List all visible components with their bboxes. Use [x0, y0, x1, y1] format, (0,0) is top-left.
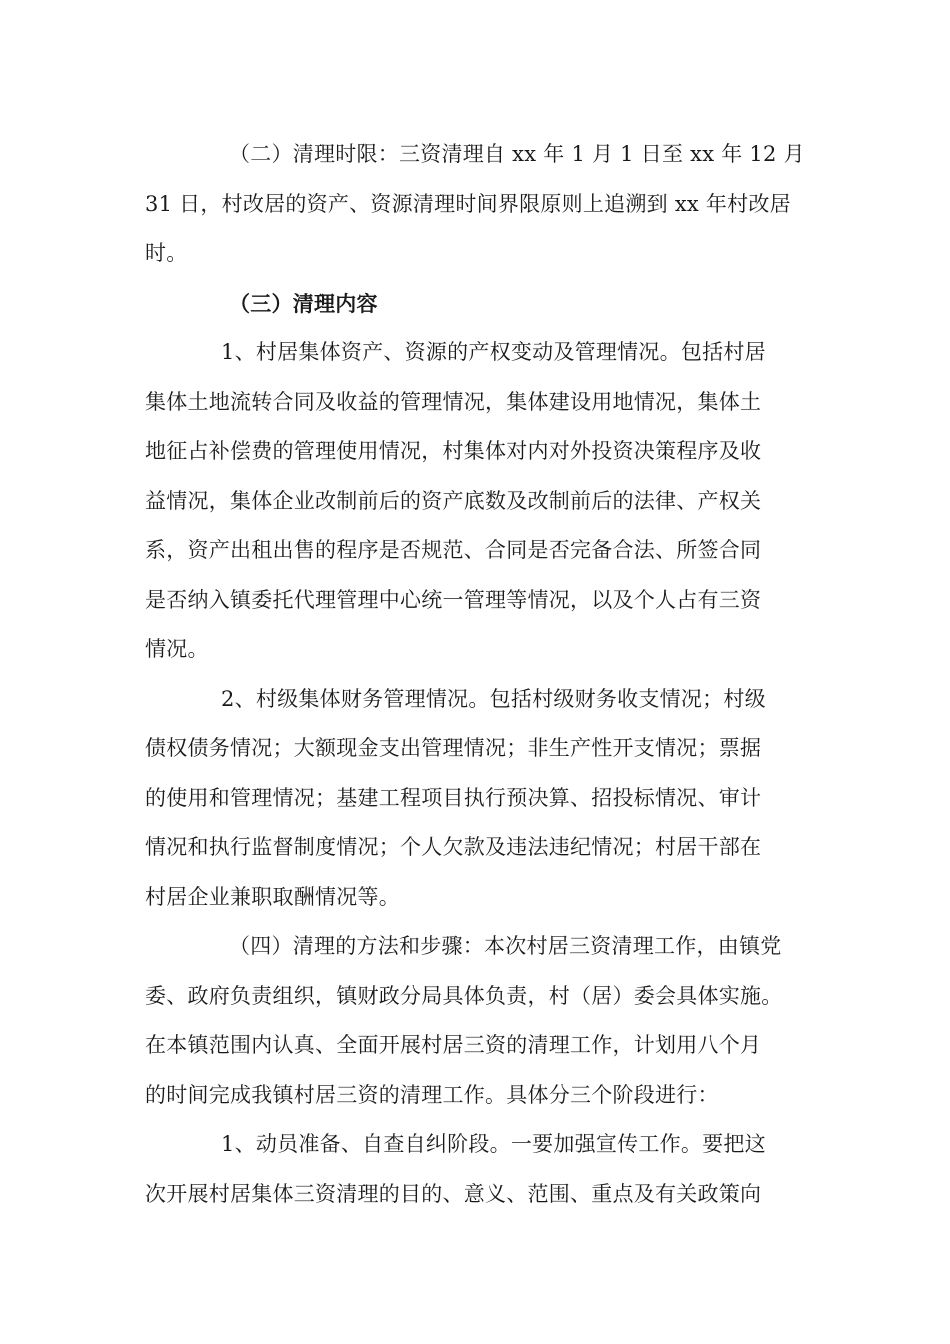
paragraph-item1-line-4: 益情况，集体企业改制前后的资产底数及改制前后的法律、产权关: [145, 488, 762, 513]
paragraph-methods-line-3: 在本镇范围内认真、全面开展村居三资的清理工作，计划用八个月: [145, 1033, 762, 1057]
paragraph-stage1-line-2: 次开展村居集体三资清理的目的、意义、范围、重点及有关政策向: [145, 1181, 762, 1206]
paragraph-item2-line-4: 情况和执行监督制度情况；个人欠款及违法违纪情况；村居干部在: [145, 835, 762, 859]
paragraph-methods-line-4: 的时间完成我镇村居三资的清理工作。具体分三个阶段进行：: [145, 1082, 719, 1107]
paragraph-stage1-line-1: 1、动员准备、自查自纠阶段。一要加强宣传工作。要把这: [221, 1132, 766, 1156]
paragraph-item1-line-7: 情况。: [145, 637, 209, 661]
paragraph-item1-line-5: 系，资产出租出售的程序是否规范、合同是否完备合法、所签合同: [145, 538, 762, 562]
paragraph-clearing-deadline-line-1: （二）清理时限：三资清理自 xx 年 1 月 1 日至 xx 年 12 月: [229, 142, 805, 166]
paragraph-item1-line-6: 是否纳入镇委托代理管理中心统一管理等情况，以及个人占有三资: [145, 587, 762, 612]
paragraph-methods-line-1: （四）清理的方法和步骤：本次村居三资清理工作，由镇党: [229, 934, 782, 958]
section-heading-clearing-content: （三）清理内容: [229, 290, 378, 316]
paragraph-item2-line-3: 的使用和管理情况；基建工程项目执行预决算、招投标情况、审计: [145, 785, 762, 810]
paragraph-item2-line-2: 债权债务情况；大额现金支出管理情况；非生产性开支情况；票据: [145, 736, 762, 760]
paragraph-clearing-deadline-line-2: 31 日，村改居的资产、资源清理时间界限原则上追溯到 xx 年村改居: [145, 191, 791, 216]
paragraph-item1-line-2: 集体土地流转合同及收益的管理情况，集体建设用地情况，集体土: [145, 389, 762, 414]
paragraph-clearing-deadline-line-3: 时。: [145, 241, 188, 265]
paragraph-item2-line-1: 2、村级集体财务管理情况。包括村级财务收支情况；村级: [221, 686, 766, 711]
paragraph-item1-line-1: 1、村居集体资产、资源的产权变动及管理情况。包括村居: [221, 340, 766, 364]
paragraph-item1-line-3: 地征占补偿费的管理使用情况，村集体对内对外投资决策程序及收: [145, 439, 762, 463]
paragraph-item2-line-5: 村居企业兼职取酬情况等。: [145, 884, 400, 909]
paragraph-methods-line-2: 委、政府负责组织，镇财政分局具体负责，村（居）委会具体实施。: [145, 983, 783, 1008]
document-body: [145, 130, 805, 1219]
